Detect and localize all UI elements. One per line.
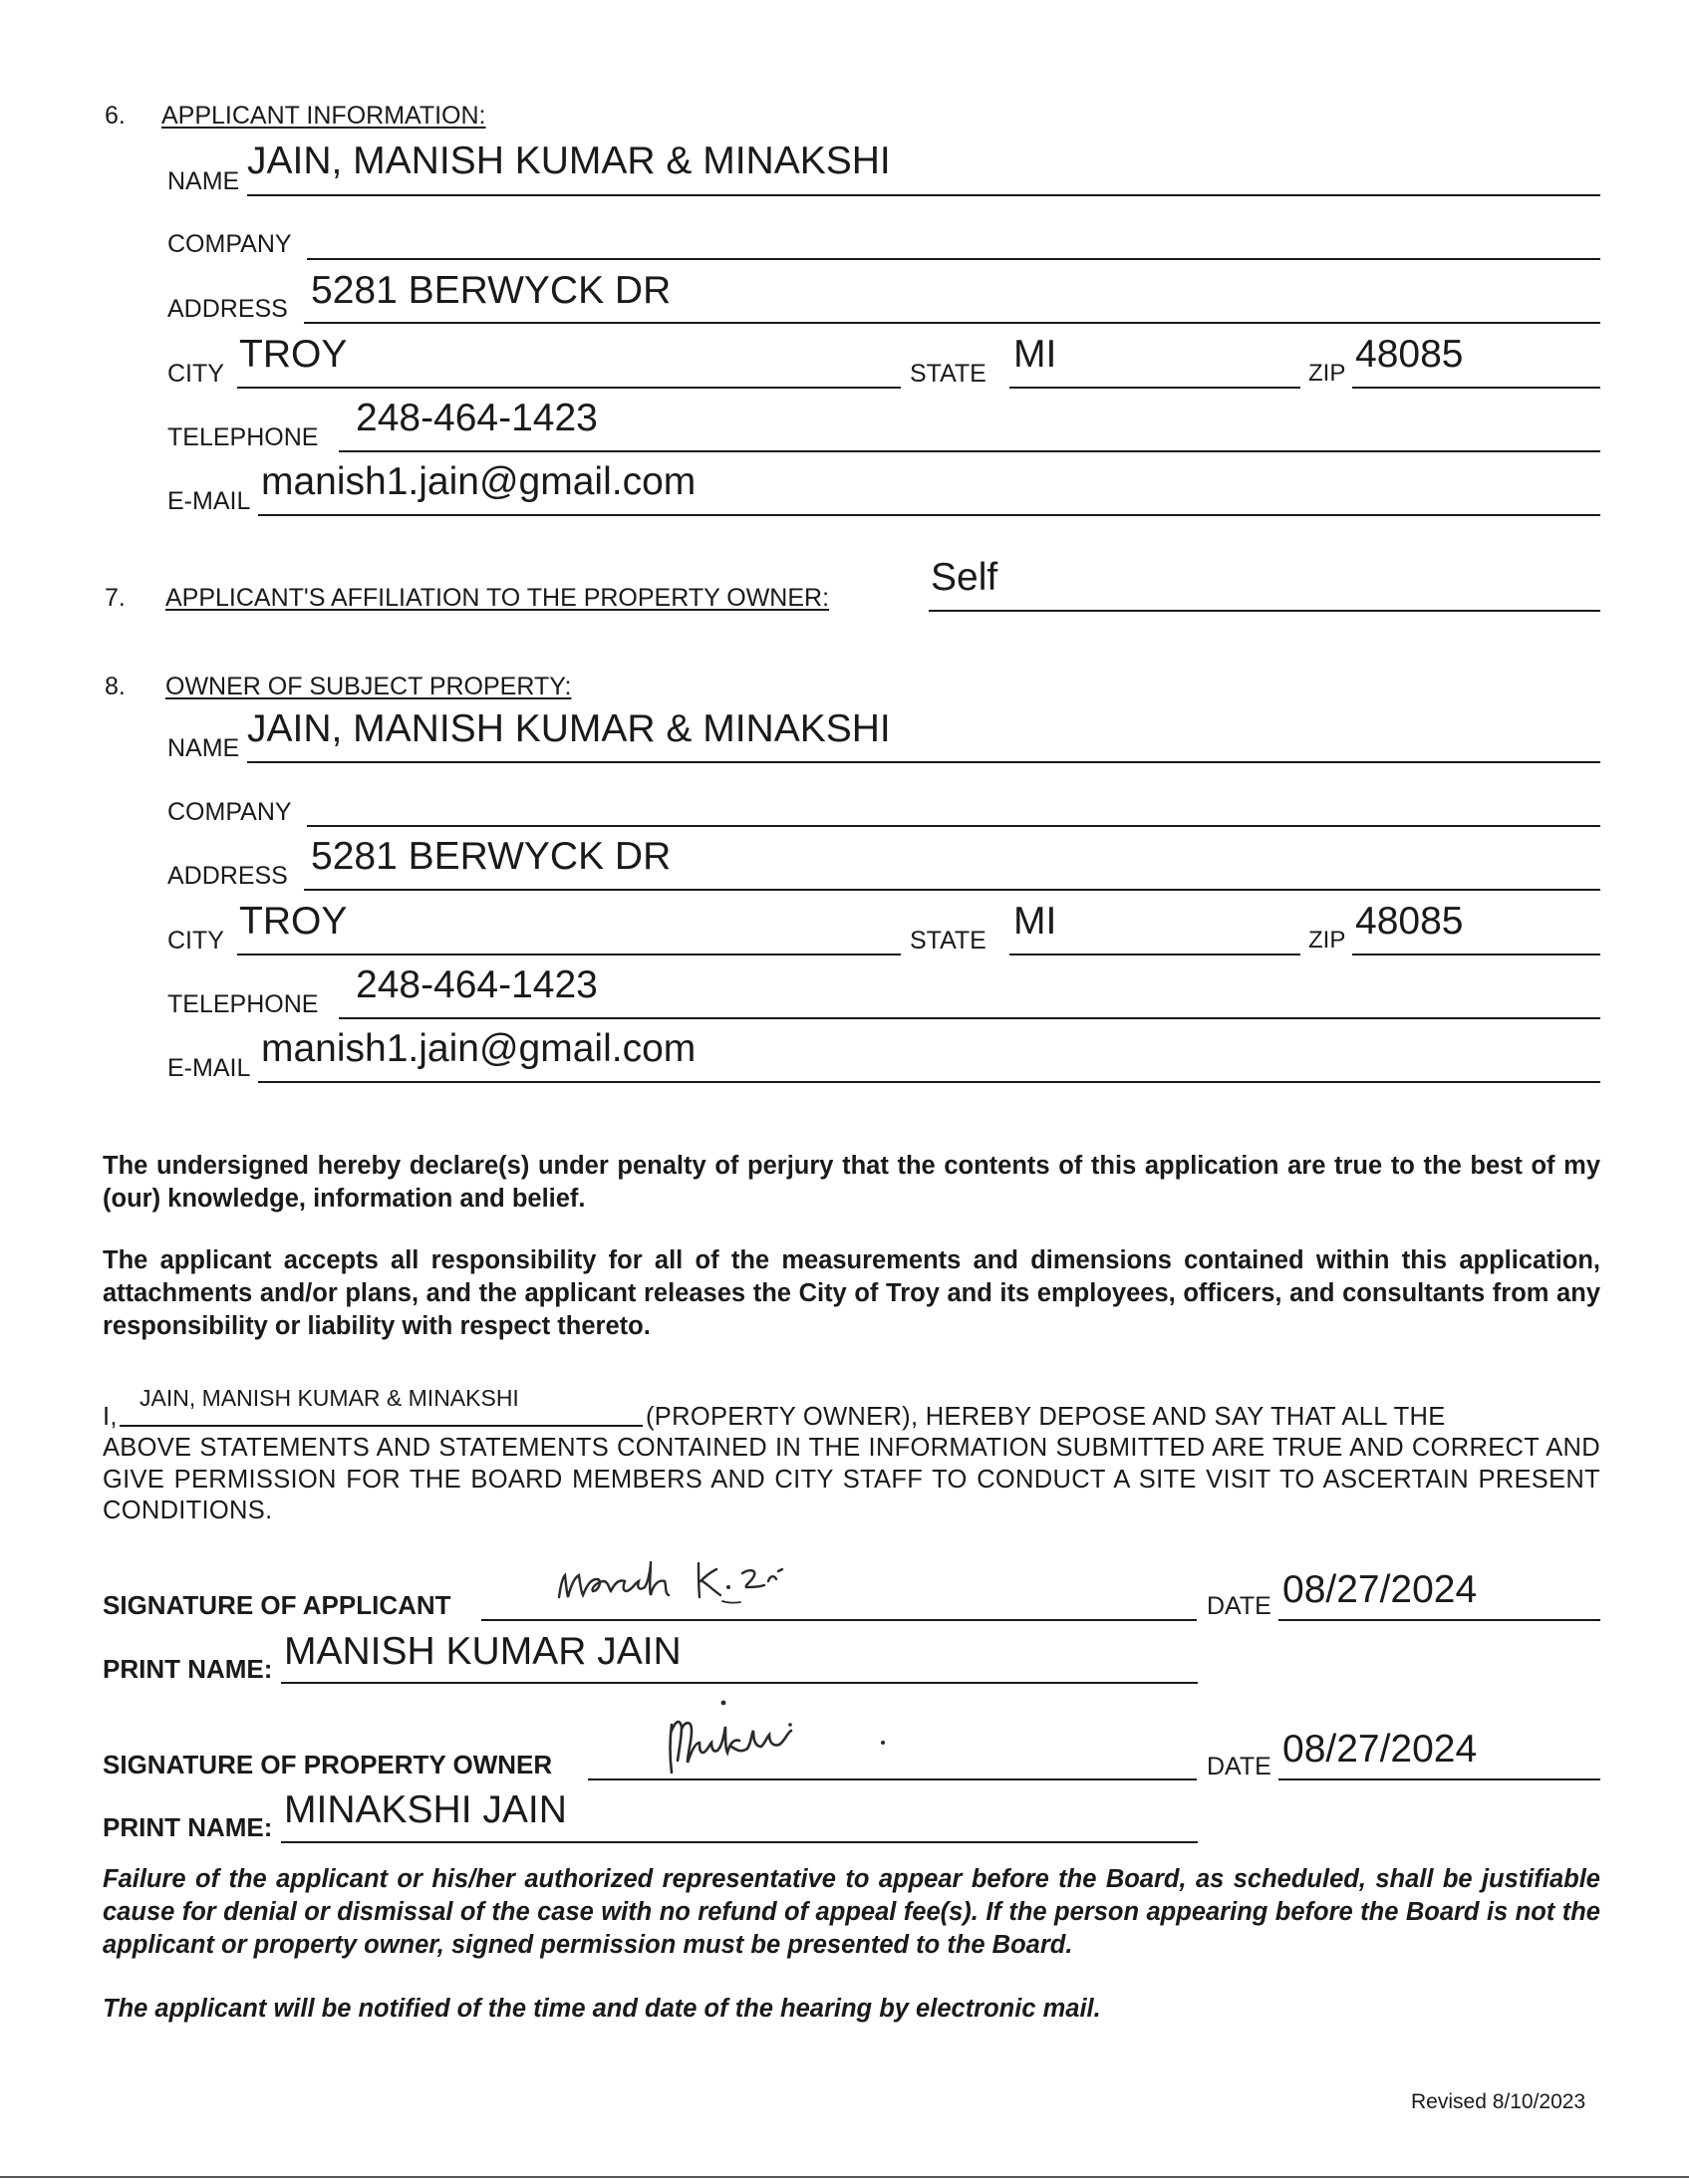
applicant-name-value[interactable]: JAIN, MANISH KUMAR & MINAKSHI	[247, 139, 891, 182]
notification-notice: The applicant will be notified of the time and date of the hearing by electronic mail.	[103, 1995, 1101, 2023]
applicant-city-line	[237, 387, 901, 389]
owner-state-line	[1009, 954, 1300, 956]
applicant-date-value[interactable]: 08/27/2024	[1282, 1568, 1478, 1611]
section-number-6: 6.	[105, 102, 126, 130]
applicant-zip-label: ZIP	[1308, 360, 1346, 387]
applicant-name-label: NAME	[167, 167, 240, 195]
owner-address-label: ADDRESS	[167, 862, 288, 890]
owner-email-line	[258, 1081, 1600, 1083]
applicant-address-line	[304, 322, 1600, 324]
applicant-date-line	[1278, 1619, 1600, 1621]
owner-date-label: DATE	[1207, 1753, 1271, 1780]
applicant-print-name-line	[281, 1682, 1198, 1684]
owner-signature-line	[588, 1778, 1197, 1780]
applicant-name-line	[247, 194, 1600, 196]
affiliation-value[interactable]: Self	[931, 556, 998, 599]
applicant-email-line	[258, 514, 1600, 516]
applicant-state-label: STATE	[910, 360, 986, 388]
applicant-company-line	[307, 258, 1600, 260]
owner-state-value[interactable]: MI	[1013, 900, 1057, 943]
owner-name-line	[247, 761, 1600, 763]
deposition-owner-name[interactable]: JAIN, MANISH KUMAR & MINAKSHI	[140, 1385, 519, 1411]
owner-signature-label: SIGNATURE OF PROPERTY OWNER	[103, 1750, 553, 1779]
owner-name-label: NAME	[167, 734, 240, 762]
section-number-8: 8.	[105, 673, 126, 700]
owner-date-value[interactable]: 08/27/2024	[1282, 1728, 1478, 1771]
deposition-prefix: I,	[103, 1403, 118, 1431]
affiliation-line	[929, 610, 1600, 612]
owner-email-label: E-MAIL	[167, 1054, 251, 1082]
applicant-telephone-value[interactable]: 248-464-1423	[356, 397, 598, 439]
owner-zip-line	[1352, 954, 1600, 956]
owner-address-value[interactable]: 5281 BERWYCK DR	[311, 835, 672, 878]
owner-print-name-line	[281, 1841, 1198, 1843]
deposition-text-rest: ABOVE STATEMENTS AND STATEMENTS CONTAINED IN THE INFORMATION SUBMITTED ARE TRUE AND CORRECT AND GIVE PERMISSION FOR THE BOARD MEMBERS AND CITY STAFF TO CONDUCT A SITE VISIT TO ASCERTAIN PRESENT CONDITIONS.	[103, 1434, 1600, 1524]
owner-city-line	[237, 954, 901, 956]
applicant-signature-line	[481, 1619, 1197, 1621]
applicant-city-label: CITY	[167, 360, 224, 388]
affiliation-label: APPLICANT'S AFFILIATION TO THE PROPERTY OWNER:	[165, 584, 830, 612]
applicant-print-name-value[interactable]: MANISH KUMAR JAIN	[284, 1630, 682, 1673]
applicant-print-name-label: PRINT NAME:	[103, 1654, 273, 1684]
applicant-date-label: DATE	[1207, 1592, 1271, 1620]
owner-company-label: COMPANY	[167, 798, 292, 826]
applicant-zip-line	[1352, 387, 1600, 389]
owner-city-value[interactable]: TROY	[239, 900, 348, 943]
applicant-email-label: E-MAIL	[167, 487, 251, 515]
applicant-address-label: ADDRESS	[167, 295, 288, 323]
owner-heading: OWNER OF SUBJECT PROPERTY:	[165, 673, 572, 700]
owner-print-name-label: PRINT NAME:	[103, 1812, 273, 1842]
applicant-email-value[interactable]: manish1.jain@gmail.com	[261, 460, 697, 503]
applicant-company-label: COMPANY	[167, 230, 292, 258]
perjury-declaration: The undersigned hereby declare(s) under penalty of perjury that the contents of this application are true to the best of my (our) knowledge, information and belief.	[103, 1152, 1600, 1213]
failure-notice: Failure of the applicant or his/her authorized representative to appear before the Board, as scheduled, shall be justifiable cause for denial or dismissal of the case with no refund of appeal fee(s). If the person appearing before the Board is not the applicant or property owner, signed permission must be presented to the Board.	[103, 1865, 1600, 1959]
applicant-heading: APPLICANT INFORMATION:	[161, 102, 486, 130]
owner-email-value[interactable]: manish1.jain@gmail.com	[261, 1027, 697, 1070]
applicant-signature-label: SIGNATURE OF APPLICANT	[103, 1590, 451, 1620]
owner-zip-value[interactable]: 48085	[1355, 900, 1464, 943]
applicant-zip-value[interactable]: 48085	[1355, 333, 1464, 376]
owner-state-label: STATE	[910, 927, 986, 955]
revised-date: Revised 8/10/2023	[1411, 2090, 1586, 2113]
owner-print-name-value[interactable]: MINAKSHI JAIN	[284, 1788, 567, 1831]
responsibility-declaration: The applicant accepts all responsibility for all of the measurements and dimensions contained within this application, attachments and/or plans, and the applicant releases the City of Troy and its employees, officers, and consultants from any responsibility or liability with respect thereto.	[103, 1246, 1600, 1340]
owner-city-label: CITY	[167, 927, 224, 955]
owner-zip-label: ZIP	[1308, 927, 1346, 954]
applicant-signature-image	[553, 1547, 842, 1617]
owner-telephone-label: TELEPHONE	[167, 990, 319, 1018]
owner-company-line	[307, 825, 1600, 827]
applicant-telephone-line	[339, 450, 1600, 452]
owner-signature-image	[658, 1691, 897, 1780]
applicant-address-value[interactable]: 5281 BERWYCK DR	[311, 269, 672, 312]
applicant-state-value[interactable]: MI	[1013, 333, 1057, 376]
applicant-telephone-label: TELEPHONE	[167, 423, 319, 451]
deposition-text-line1: (PROPERTY OWNER), HEREBY DEPOSE AND SAY THAT ALL THE	[646, 1403, 1446, 1431]
owner-telephone-line	[339, 1017, 1600, 1019]
section-number-7: 7.	[105, 584, 126, 612]
deposition-name-line	[120, 1425, 643, 1427]
owner-address-line	[304, 889, 1600, 891]
owner-telephone-value[interactable]: 248-464-1423	[356, 963, 598, 1006]
owner-name-value[interactable]: JAIN, MANISH KUMAR & MINAKSHI	[247, 707, 891, 750]
applicant-city-value[interactable]: TROY	[239, 333, 348, 376]
owner-date-line	[1278, 1778, 1600, 1780]
applicant-state-line	[1009, 387, 1300, 389]
scan-edge-line	[0, 2176, 1689, 2178]
